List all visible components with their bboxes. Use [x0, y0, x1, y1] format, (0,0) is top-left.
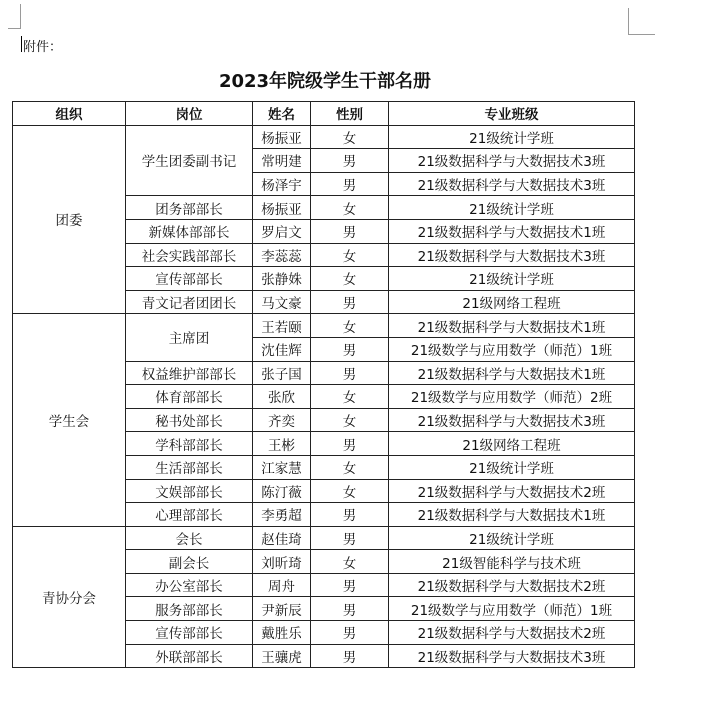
class-cell: 21级数据科学与大数据技术3班 — [389, 408, 635, 432]
gender-cell: 女 — [311, 550, 389, 574]
gender-cell: 女 — [311, 314, 389, 338]
page-corner-mark-right — [628, 8, 655, 35]
name-cell: 陈汀薇 — [253, 479, 311, 503]
name-cell: 刘昕琦 — [253, 550, 311, 574]
class-cell: 21级数据科学与大数据技术2班 — [389, 479, 635, 503]
class-cell: 21级数据科学与大数据技术2班 — [389, 573, 635, 597]
position-cell: 学科部部长 — [126, 432, 253, 456]
gender-cell: 男 — [311, 573, 389, 597]
name-cell: 张欣 — [253, 385, 311, 409]
table-row — [13, 125, 635, 149]
name-cell: 江家慧 — [253, 455, 311, 479]
gender-cell: 男 — [311, 621, 389, 645]
position-cell: 会长 — [126, 526, 253, 550]
position-cell: 新媒体部部长 — [126, 219, 253, 243]
gender-cell: 女 — [311, 385, 389, 409]
position-cell: 社会实践部部长 — [126, 243, 253, 267]
name-cell: 赵佳琦 — [253, 526, 311, 550]
position-cell: 团务部部长 — [126, 196, 253, 220]
class-cell: 21级数学与应用数学（师范）1班 — [389, 337, 635, 361]
table-header-row — [13, 102, 635, 126]
table-row — [13, 526, 635, 550]
class-cell: 21级网络工程班 — [389, 432, 635, 456]
position-cell: 学生团委副书记 — [126, 125, 253, 196]
class-cell: 21级数据科学与大数据技术3班 — [389, 172, 635, 196]
position-cell: 副会长 — [126, 550, 253, 574]
name-cell: 李勇超 — [253, 503, 311, 527]
name-cell: 杨振亚 — [253, 196, 311, 220]
header-name: 姓名 — [253, 102, 311, 126]
header-gender: 性别 — [311, 102, 389, 126]
name-cell: 张静姝 — [253, 267, 311, 291]
class-cell: 21级统计学班 — [389, 455, 635, 479]
position-cell: 主席团 — [126, 314, 253, 361]
gender-cell: 男 — [311, 337, 389, 361]
class-cell: 21级数据科学与大数据技术1班 — [389, 219, 635, 243]
cadre-roster-table — [12, 101, 635, 668]
position-cell: 宣传部部长 — [126, 267, 253, 291]
gender-cell: 女 — [311, 408, 389, 432]
gender-cell: 男 — [311, 432, 389, 456]
class-cell: 21级统计学班 — [389, 125, 635, 149]
class-cell: 21级统计学班 — [389, 196, 635, 220]
class-cell: 21级数据科学与大数据技术3班 — [389, 243, 635, 267]
position-cell: 青文记者团团长 — [126, 290, 253, 314]
class-cell: 21级统计学班 — [389, 267, 635, 291]
gender-cell: 男 — [311, 361, 389, 385]
gender-cell: 男 — [311, 149, 389, 173]
name-cell: 王彬 — [253, 432, 311, 456]
name-cell: 张子国 — [253, 361, 311, 385]
gender-cell: 女 — [311, 479, 389, 503]
name-cell: 戴胜乐 — [253, 621, 311, 645]
position-cell: 体育部部长 — [126, 385, 253, 409]
class-cell: 21级数据科学与大数据技术1班 — [389, 361, 635, 385]
org-cell: 青协分会 — [13, 526, 126, 668]
class-cell: 21级统计学班 — [389, 526, 635, 550]
gender-cell: 女 — [311, 243, 389, 267]
class-cell: 21级数据科学与大数据技术1班 — [389, 314, 635, 338]
name-cell: 罗启文 — [253, 219, 311, 243]
name-cell: 杨泽宇 — [253, 172, 311, 196]
gender-cell: 男 — [311, 290, 389, 314]
attachment-label: 附件： — [23, 40, 63, 55]
name-cell: 王若颐 — [253, 314, 311, 338]
document-title: 2023年院级学生干部名册 — [218, 71, 432, 92]
class-cell: 21级数据科学与大数据技术3班 — [389, 149, 635, 173]
position-cell: 权益维护部部长 — [126, 361, 253, 385]
gender-cell: 男 — [311, 172, 389, 196]
gender-cell: 女 — [311, 196, 389, 220]
gender-cell: 男 — [311, 597, 389, 621]
gender-cell: 女 — [311, 125, 389, 149]
position-cell: 心理部部长 — [126, 503, 253, 527]
class-cell: 21级数学与应用数学（师范）2班 — [389, 385, 635, 409]
gender-cell: 男 — [311, 503, 389, 527]
class-cell: 21级智能科学与技术班 — [389, 550, 635, 574]
name-cell: 沈佳辉 — [253, 337, 311, 361]
gender-cell: 女 — [311, 455, 389, 479]
org-cell: 学生会 — [13, 314, 126, 526]
gender-cell: 男 — [311, 526, 389, 550]
text-cursor — [21, 36, 22, 52]
table-row — [13, 314, 635, 338]
name-cell: 尹新辰 — [253, 597, 311, 621]
name-cell: 周舟 — [253, 573, 311, 597]
name-cell: 齐奕 — [253, 408, 311, 432]
name-cell: 杨振亚 — [253, 125, 311, 149]
name-cell: 李蕊蕊 — [253, 243, 311, 267]
class-cell: 21级网络工程班 — [389, 290, 635, 314]
class-cell: 21级数据科学与大数据技术1班 — [389, 503, 635, 527]
name-cell: 马文豪 — [253, 290, 311, 314]
header-org: 组织 — [13, 102, 126, 126]
position-cell: 外联部部长 — [126, 644, 253, 668]
position-cell: 服务部部长 — [126, 597, 253, 621]
position-cell: 生活部部长 — [126, 455, 253, 479]
page-corner-mark-left — [8, 4, 21, 29]
position-cell: 秘书处部长 — [126, 408, 253, 432]
position-cell: 文娱部部长 — [126, 479, 253, 503]
name-cell: 常明建 — [253, 149, 311, 173]
class-cell: 21级数学与应用数学（师范）1班 — [389, 597, 635, 621]
header-class: 专业班级 — [389, 102, 635, 126]
class-cell: 21级数据科学与大数据技术2班 — [389, 621, 635, 645]
position-cell: 宣传部部长 — [126, 621, 253, 645]
gender-cell: 男 — [311, 644, 389, 668]
class-cell: 21级数据科学与大数据技术3班 — [389, 644, 635, 668]
name-cell: 王骧虎 — [253, 644, 311, 668]
gender-cell: 女 — [311, 267, 389, 291]
header-position: 岗位 — [126, 102, 253, 126]
gender-cell: 男 — [311, 219, 389, 243]
position-cell: 办公室部长 — [126, 573, 253, 597]
org-cell: 团委 — [13, 125, 126, 314]
